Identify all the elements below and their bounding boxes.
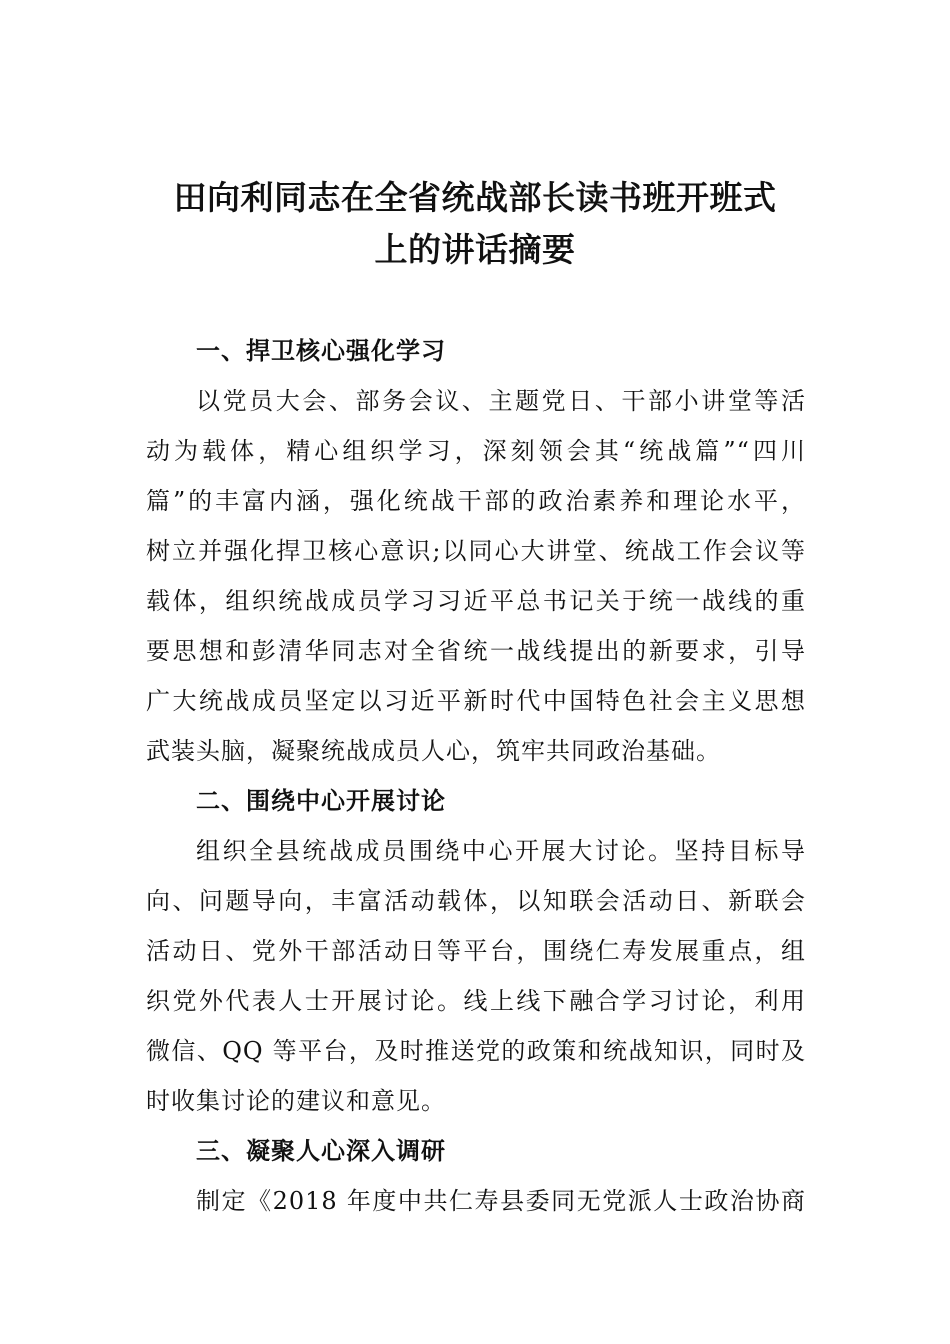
paragraph-line: 以党员大会、部务会议、主题党日、干部小讲堂等活 xyxy=(196,387,806,415)
paragraph-line: 时收集讨论的建议和意见。 xyxy=(146,1087,446,1115)
paragraph-line: 微信、QQ 等平台，及时推送党的政策和统战知识，同时及 xyxy=(146,1037,806,1065)
paragraph-line: 动为载体，精心组织学习，深刻领会其“统战篇”“四川 xyxy=(146,437,806,465)
section-heading-2: 二、围绕中心开展讨论 xyxy=(196,787,446,815)
paragraph-line: 组织全县统战成员围绕中心开展大讨论。坚持目标导 xyxy=(196,837,806,865)
paragraph-line: 篇”的丰富内涵，强化统战干部的政治素养和理论水平， xyxy=(146,487,806,515)
paragraph-line: 要思想和彭清华同志对全省统一战线提出的新要求，引导 xyxy=(146,637,806,665)
paragraph-line: 载体，组织统战成员学习习近平总书记关于统一战线的重 xyxy=(146,587,806,615)
document-body xyxy=(146,326,806,1226)
document-title xyxy=(120,172,830,276)
section-heading-1: 一、捍卫核心强化学习 xyxy=(196,337,446,365)
paragraph-line: 活动日、党外干部活动日等平台，围绕仁寿发展重点，组 xyxy=(146,937,806,965)
paragraph-line: 广大统战成员坚定以习近平新时代中国特色社会主义思想 xyxy=(146,687,806,715)
title-line-1: 田向利同志在全省统战部长读书班开班式 xyxy=(173,178,777,217)
paragraph-line: 武装头脑，凝聚统战成员人心，筑牢共同政治基础。 xyxy=(146,737,721,765)
paragraph-line: 织党外代表人士开展讨论。线上线下融合学习讨论，利用 xyxy=(146,987,806,1015)
paragraph-line: 制定《2018 年度中共仁寿县委同无党派人士政治协商 xyxy=(196,1187,806,1215)
paragraph-line: 向、问题导向，丰富活动载体，以知联会活动日、新联会 xyxy=(146,887,806,915)
section-heading-3: 三、凝聚人心深入调研 xyxy=(196,1137,446,1165)
title-line-2: 上的讲话摘要 xyxy=(374,230,576,269)
paragraph-line: 树立并强化捍卫核心意识;以同心大讲堂、统战工作会议等 xyxy=(146,537,806,565)
